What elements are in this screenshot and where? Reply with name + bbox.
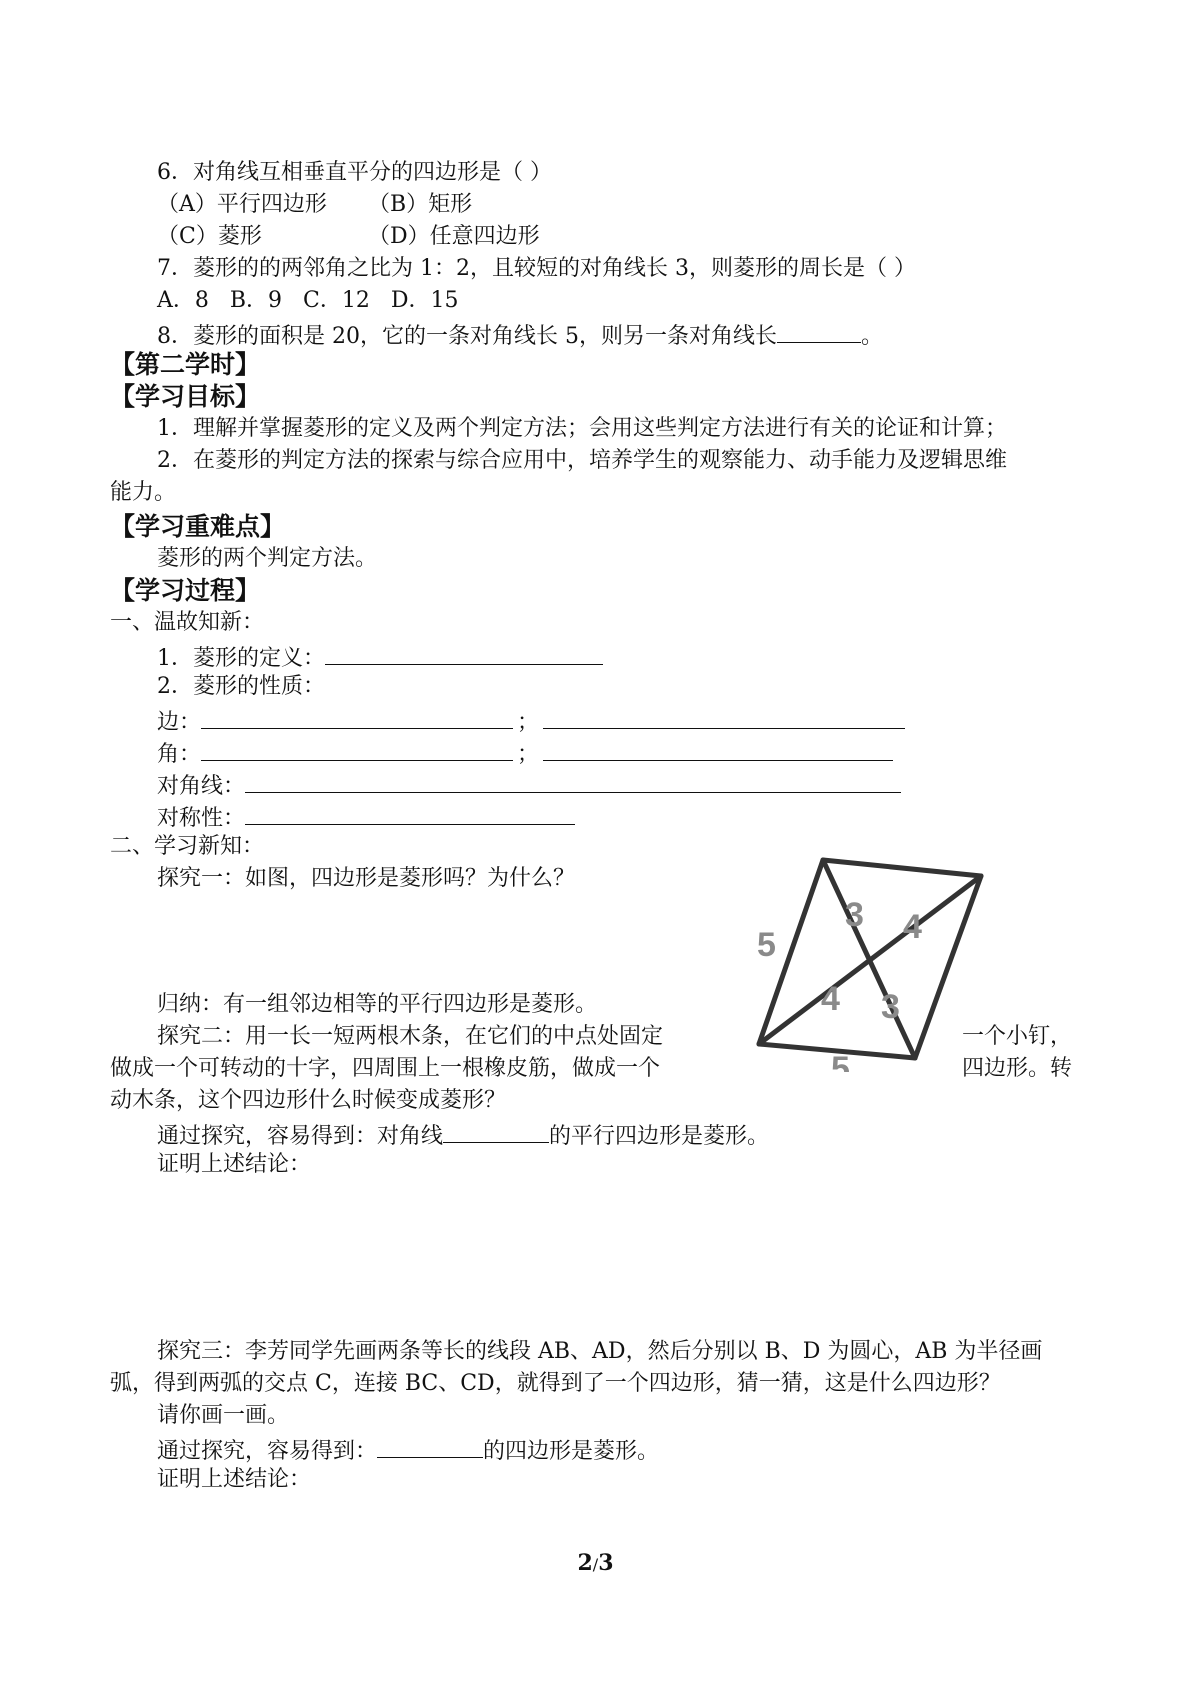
goal-2: 2．在菱形的判定方法的探索与综合应用中，培养学生的观察能力、动手能力及逻辑思维 (157, 448, 1007, 473)
diagonal-label: 对角线： (157, 774, 246, 799)
angle-separator: ； (517, 742, 540, 767)
diagonal-short (823, 860, 915, 1058)
page-separator: / (592, 1555, 599, 1574)
question-8-end: 。 (860, 324, 883, 349)
prove-2: 证明上述结论： (157, 1467, 312, 1492)
definition-label: 1．菱形的定义： (157, 646, 325, 671)
question-8-text: 8．菱形的面积是 20，它的一条对角线长 5，则另一条对角线长 (157, 324, 777, 349)
heading-key-points: 【学习重难点】 (110, 512, 286, 541)
heading-process: 【学习过程】 (110, 576, 261, 605)
explore-2-result-text: 通过探究，容易得到：对角线 (157, 1124, 444, 1149)
label-lower-long-diagonal: 4 (821, 980, 840, 1018)
explore-3-result-end: 的四边形是菱形。 (483, 1439, 660, 1464)
label-upper-long-diagonal: 4 (903, 908, 922, 946)
side-separator: ； (517, 710, 540, 735)
question-6: 6．对角线互相垂直平分的四边形是（ ） (157, 160, 552, 185)
prove-1: 证明上述结论： (157, 1152, 312, 1177)
diagonal-blank[interactable] (245, 768, 901, 793)
label-left-side: 5 (757, 926, 776, 964)
explore-2-line-1-right: 一个小钉， (962, 1024, 1073, 1049)
side-blank-2[interactable] (543, 704, 905, 729)
angle-blank-1[interactable] (201, 736, 513, 761)
parallelogram-figure (745, 848, 995, 1078)
question-8 (157, 318, 883, 352)
explore-2-line-1: 探究二：用一长一短两根木条，在它们的中点处固定 (157, 1024, 664, 1049)
explore-3-line-3: 请你画一画。 (157, 1403, 290, 1428)
review-properties: 2．菱形的性质： (157, 674, 325, 699)
key-points-text: 菱形的两个判定方法。 (157, 546, 378, 571)
review-diagonal (157, 768, 901, 802)
side-top (823, 860, 981, 876)
question-6-option-a: （A）平行四边形 (157, 192, 327, 217)
side-label: 边： (157, 710, 202, 735)
symmetry-label: 对称性： (157, 806, 246, 831)
explore-3-line-1: 探究三：李芳同学先画两条等长的线段 AB、AD，然后分别以 B、D 为圆心，AB 为半径画 (157, 1339, 1043, 1364)
label-lower-short-diagonal: 3 (881, 988, 900, 1026)
explore-2-result-end: 的平行四边形是菱形。 (549, 1124, 770, 1149)
page-number (0, 1550, 1191, 1576)
goal-1: 1．理解并掌握菱形的定义及两个判定方法；会用这些判定方法进行有关的论证和计算； (157, 416, 1007, 441)
explore-2-line-2-right: 四边形。转 (962, 1056, 1073, 1081)
review-side (157, 704, 905, 738)
explore-2-line-2: 做成一个可转动的十字，四周围上一根橡皮筋，做成一个 (110, 1056, 661, 1081)
summary: 归纳：有一组邻边相等的平行四边形是菱形。 (157, 992, 598, 1017)
explore-2-blank[interactable] (443, 1118, 549, 1143)
angle-blank-2[interactable] (543, 736, 893, 761)
question-7-options: A．8 B．9 C．12 D．15 (157, 288, 459, 313)
goal-2-continued: 能力。 (110, 480, 177, 505)
question-6-option-d: （D）任意四边形 (368, 224, 540, 249)
review-angle (157, 736, 893, 770)
label-bottom-side: 5 (831, 1050, 850, 1072)
side-blank-1[interactable] (201, 704, 513, 729)
review-symmetry (157, 800, 575, 834)
explore-3-result-text: 通过探究，容易得到： (157, 1439, 378, 1464)
angle-label: 角： (157, 742, 202, 767)
explore-1: 探究一：如图，四边形是菱形吗？为什么？ (157, 866, 576, 891)
review-definition (157, 640, 603, 674)
explore-3-line-2: 弧，得到两弧的交点 C，连接 BC、CD，就得到了一个四边形，猜一猜，这是什么四边形？ (110, 1371, 1001, 1396)
review-title: 一、温故知新： (110, 610, 265, 635)
heading-goals: 【学习目标】 (110, 382, 261, 411)
new-title: 二、学习新知： (110, 834, 265, 859)
explore-2-result (157, 1118, 769, 1152)
page-current: 2 (577, 1550, 593, 1576)
explore-3-blank[interactable] (377, 1433, 483, 1458)
label-upper-short-diagonal: 3 (845, 896, 864, 934)
heading-second-lesson: 【第二学时】 (110, 350, 261, 379)
question-6-option-b: （B）矩形 (368, 192, 473, 217)
question-6-option-c: （C）菱形 (157, 224, 262, 249)
parallelogram-svg (745, 848, 995, 1072)
explore-3-result (157, 1433, 659, 1467)
question-7: 7．菱形的的两邻角之比为 1：2，且较短的对角线长 3，则菱形的周长是（ ） (157, 256, 916, 281)
question-8-blank[interactable] (777, 318, 861, 343)
explore-2-line-3: 动木条，这个四边形什么时候变成菱形？ (110, 1088, 507, 1113)
symmetry-blank[interactable] (245, 800, 575, 825)
definition-blank[interactable] (325, 640, 603, 665)
page-total: 3 (598, 1550, 614, 1576)
